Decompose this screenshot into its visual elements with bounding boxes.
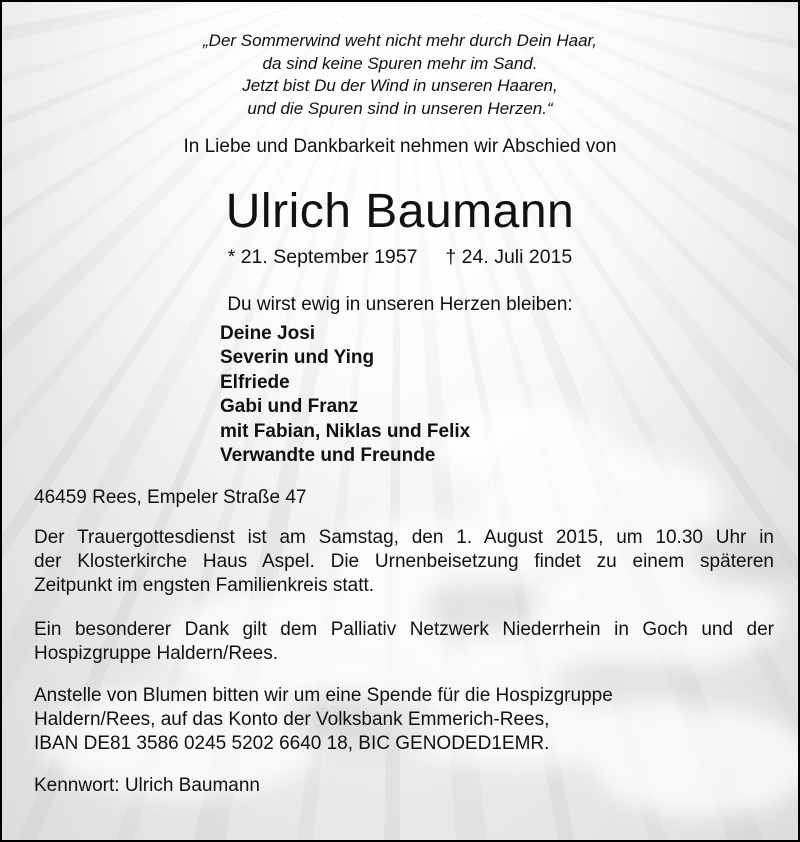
thanks-line: Hospizgruppe Haldern/Rees. xyxy=(34,643,278,664)
donation-keyword: Kennwort: Ulrich Baumann xyxy=(34,775,260,796)
service-line: Zeitpunkt im engsten Familienkreis statt. xyxy=(34,575,375,596)
donation-line: Anstelle von Blumen bitten wir um eine Spende für die Hospizgruppe xyxy=(34,685,613,706)
mourner-entry: Severin und Ying xyxy=(220,347,375,369)
mourner-entry: Elfriede xyxy=(220,371,290,393)
thanks-paragraph xyxy=(34,618,774,666)
service-paragraph xyxy=(34,526,774,598)
quote-line: da sind keine Spuren mehr im Sand. xyxy=(262,53,538,73)
service-line: der Klosterkirche Haus Aspel. Die Urnenbeisetzung findet zu einem späteren xyxy=(34,551,774,572)
mourner-entry: Deine Josi xyxy=(220,323,316,344)
mourner-entry: mit Fabian, Niklas und Felix xyxy=(220,420,471,442)
quote-line: und die Spuren sind in unseren Herzen.“ xyxy=(247,98,553,118)
service-line: Der Trauergottesdienst ist am Samstag, den 1. August 2015, um 10.30 Uhr in xyxy=(34,527,774,548)
mourner-entry: Verwandte und Freunde xyxy=(220,445,436,467)
life-dates xyxy=(2,246,798,269)
mourners-list xyxy=(220,322,470,468)
thanks-line: Ein besonderer Dank gilt dem Palliativ Netzwerk Niederrhein in Goch und der xyxy=(34,619,774,640)
death-date: † 24. Juli 2015 xyxy=(445,246,573,268)
quote xyxy=(2,30,798,120)
quote-line: „Der Sommerwind weht nicht mehr durch Dein Haar, xyxy=(203,31,597,50)
birth-date: * 21. September 1957 xyxy=(227,246,418,268)
donation-line: Haldern/Rees, auf das Konto der Volksbank Emmerich-Rees, xyxy=(34,709,550,730)
donation-paragraph xyxy=(34,684,774,756)
intro-text: In Liebe und Dankbarkeit nehmen wir Abschied von xyxy=(183,136,617,157)
quote-line: Jetzt bist Du der Wind in unseren Haaren, xyxy=(242,76,558,95)
donation-line: IBAN DE81 3586 0245 5202 6640 18, BIC GENODED1EMR. xyxy=(34,733,550,754)
remembrance-text: Du wirst ewig in unseren Herzen bleiben: xyxy=(227,294,573,315)
deceased-name: Ulrich Baumann xyxy=(225,185,575,238)
mourner-entry: Gabi und Franz xyxy=(220,396,359,418)
address: 46459 Rees, Empeler Straße 47 xyxy=(34,487,307,508)
